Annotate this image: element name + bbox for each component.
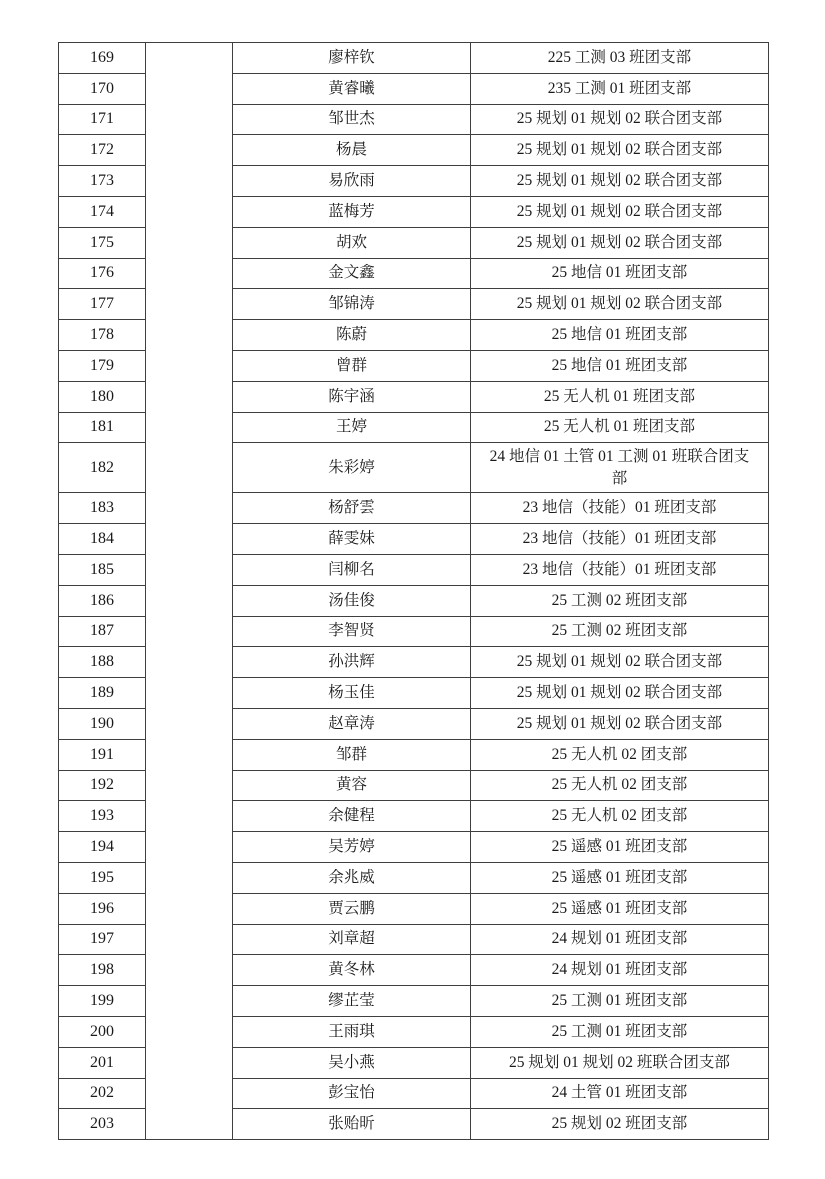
- member-name-cell: 朱彩婷: [233, 443, 471, 493]
- row-number-cell: 180: [59, 381, 146, 412]
- member-name-cell: 邹锦涛: [233, 289, 471, 320]
- league-branch-cell: 24 地信 01 土管 01 工测 01 班联合团支部: [471, 443, 769, 493]
- row-number-cell: 187: [59, 616, 146, 647]
- league-branch-cell: 23 地信（技能）01 班团支部: [471, 524, 769, 555]
- member-name-cell: 彭宝怡: [233, 1078, 471, 1109]
- member-name-cell: 蓝梅芳: [233, 196, 471, 227]
- row-number-cell: 194: [59, 832, 146, 863]
- league-branch-cell: 23 地信（技能）01 班团支部: [471, 554, 769, 585]
- member-name-cell: 张贻昕: [233, 1109, 471, 1140]
- league-branch-cell: 25 遥感 01 班团支部: [471, 862, 769, 893]
- row-number-cell: 189: [59, 678, 146, 709]
- member-name-cell: 吴小燕: [233, 1047, 471, 1078]
- row-number-cell: 177: [59, 289, 146, 320]
- member-name-cell: 王雨琪: [233, 1016, 471, 1047]
- member-name-cell: 邹群: [233, 739, 471, 770]
- league-branch-cell: 25 工测 02 班团支部: [471, 616, 769, 647]
- row-number-cell: 188: [59, 647, 146, 678]
- league-branch-cell: 25 地信 01 班团支部: [471, 350, 769, 381]
- table-row: [59, 43, 769, 74]
- league-branch-cell: 25 规划 01 规划 02 联合团支部: [471, 678, 769, 709]
- league-branch-cell: 225 工测 03 班团支部: [471, 43, 769, 74]
- league-branch-cell: 25 规划 01 规划 02 联合团支部: [471, 647, 769, 678]
- member-name-cell: 杨舒雲: [233, 493, 471, 524]
- member-name-cell: 黄睿曦: [233, 73, 471, 104]
- member-name-cell: 余健程: [233, 801, 471, 832]
- row-number-cell: 195: [59, 862, 146, 893]
- row-number-cell: 172: [59, 135, 146, 166]
- row-number-cell: 169: [59, 43, 146, 74]
- member-name-cell: 李智贤: [233, 616, 471, 647]
- league-branch-cell: 25 无人机 02 团支部: [471, 739, 769, 770]
- row-number-cell: 192: [59, 770, 146, 801]
- row-number-cell: 193: [59, 801, 146, 832]
- league-branch-cell: 24 土管 01 班团支部: [471, 1078, 769, 1109]
- row-number-cell: 179: [59, 350, 146, 381]
- row-number-cell: 199: [59, 986, 146, 1017]
- member-name-cell: 陈蔚: [233, 320, 471, 351]
- league-branch-cell: 25 规划 01 规划 02 联合团支部: [471, 227, 769, 258]
- league-branch-cell: 25 无人机 01 班团支部: [471, 412, 769, 443]
- league-branch-cell: 25 无人机 01 班团支部: [471, 381, 769, 412]
- league-branch-cell: 25 无人机 02 团支部: [471, 801, 769, 832]
- league-branch-cell: 25 地信 01 班团支部: [471, 320, 769, 351]
- member-name-cell: 廖梓钦: [233, 43, 471, 74]
- league-branch-cell: 235 工测 01 班团支部: [471, 73, 769, 104]
- member-name-cell: 杨晨: [233, 135, 471, 166]
- row-number-cell: 191: [59, 739, 146, 770]
- row-number-cell: 173: [59, 166, 146, 197]
- league-branch-roster-table: [58, 42, 769, 1140]
- league-branch-cell: 25 规划 01 规划 02 班联合团支部: [471, 1047, 769, 1078]
- league-branch-cell: 25 规划 02 班团支部: [471, 1109, 769, 1140]
- row-number-cell: 190: [59, 708, 146, 739]
- league-branch-cell: 25 无人机 02 团支部: [471, 770, 769, 801]
- row-number-cell: 200: [59, 1016, 146, 1047]
- member-name-cell: 余兆威: [233, 862, 471, 893]
- member-name-cell: 邹世杰: [233, 104, 471, 135]
- row-number-cell: 171: [59, 104, 146, 135]
- league-branch-cell: 25 规划 01 规划 02 联合团支部: [471, 166, 769, 197]
- row-number-cell: 184: [59, 524, 146, 555]
- member-name-cell: 易欣雨: [233, 166, 471, 197]
- row-number-cell: 203: [59, 1109, 146, 1140]
- row-number-cell: 201: [59, 1047, 146, 1078]
- member-name-cell: 薛雯妹: [233, 524, 471, 555]
- member-name-cell: 汤佳俊: [233, 585, 471, 616]
- member-name-cell: 陈宇涵: [233, 381, 471, 412]
- league-branch-cell: 25 地信 01 班团支部: [471, 258, 769, 289]
- row-number-cell: 202: [59, 1078, 146, 1109]
- league-branch-cell: 25 规划 01 规划 02 联合团支部: [471, 104, 769, 135]
- row-number-cell: 186: [59, 585, 146, 616]
- member-name-cell: 黄冬林: [233, 955, 471, 986]
- member-name-cell: 闫柳名: [233, 554, 471, 585]
- member-name-cell: 杨玉佳: [233, 678, 471, 709]
- member-name-cell: 黄容: [233, 770, 471, 801]
- row-number-cell: 196: [59, 893, 146, 924]
- member-name-cell: 贾云鹏: [233, 893, 471, 924]
- member-name-cell: 曾群: [233, 350, 471, 381]
- league-branch-cell: 25 工测 02 班团支部: [471, 585, 769, 616]
- league-branch-cell: 25 规划 01 规划 02 联合团支部: [471, 196, 769, 227]
- league-branch-cell: 25 遥感 01 班团支部: [471, 832, 769, 863]
- league-branch-cell: 25 遥感 01 班团支部: [471, 893, 769, 924]
- member-name-cell: 刘章超: [233, 924, 471, 955]
- row-number-cell: 170: [59, 73, 146, 104]
- league-branch-cell: 25 规划 01 规划 02 联合团支部: [471, 135, 769, 166]
- row-number-cell: 178: [59, 320, 146, 351]
- member-name-cell: 金文鑫: [233, 258, 471, 289]
- row-number-cell: 174: [59, 196, 146, 227]
- member-name-cell: 吴芳婷: [233, 832, 471, 863]
- league-branch-cell: 25 工测 01 班团支部: [471, 1016, 769, 1047]
- merged-empty-cell: [146, 43, 233, 1140]
- member-name-cell: 王婷: [233, 412, 471, 443]
- league-branch-cell: 23 地信（技能）01 班团支部: [471, 493, 769, 524]
- row-number-cell: 185: [59, 554, 146, 585]
- league-branch-cell: 25 规划 01 规划 02 联合团支部: [471, 289, 769, 320]
- member-name-cell: 孙洪辉: [233, 647, 471, 678]
- row-number-cell: 175: [59, 227, 146, 258]
- row-number-cell: 182: [59, 443, 146, 493]
- league-branch-cell: 24 规划 01 班团支部: [471, 955, 769, 986]
- member-name-cell: 赵章涛: [233, 708, 471, 739]
- row-number-cell: 176: [59, 258, 146, 289]
- roster-table-body: [59, 43, 769, 1140]
- row-number-cell: 197: [59, 924, 146, 955]
- member-name-cell: 胡欢: [233, 227, 471, 258]
- member-name-cell: 缪芷莹: [233, 986, 471, 1017]
- league-branch-cell: 24 规划 01 班团支部: [471, 924, 769, 955]
- row-number-cell: 198: [59, 955, 146, 986]
- league-branch-cell: 25 规划 01 规划 02 联合团支部: [471, 708, 769, 739]
- row-number-cell: 183: [59, 493, 146, 524]
- league-branch-cell: 25 工测 01 班团支部: [471, 986, 769, 1017]
- row-number-cell: 181: [59, 412, 146, 443]
